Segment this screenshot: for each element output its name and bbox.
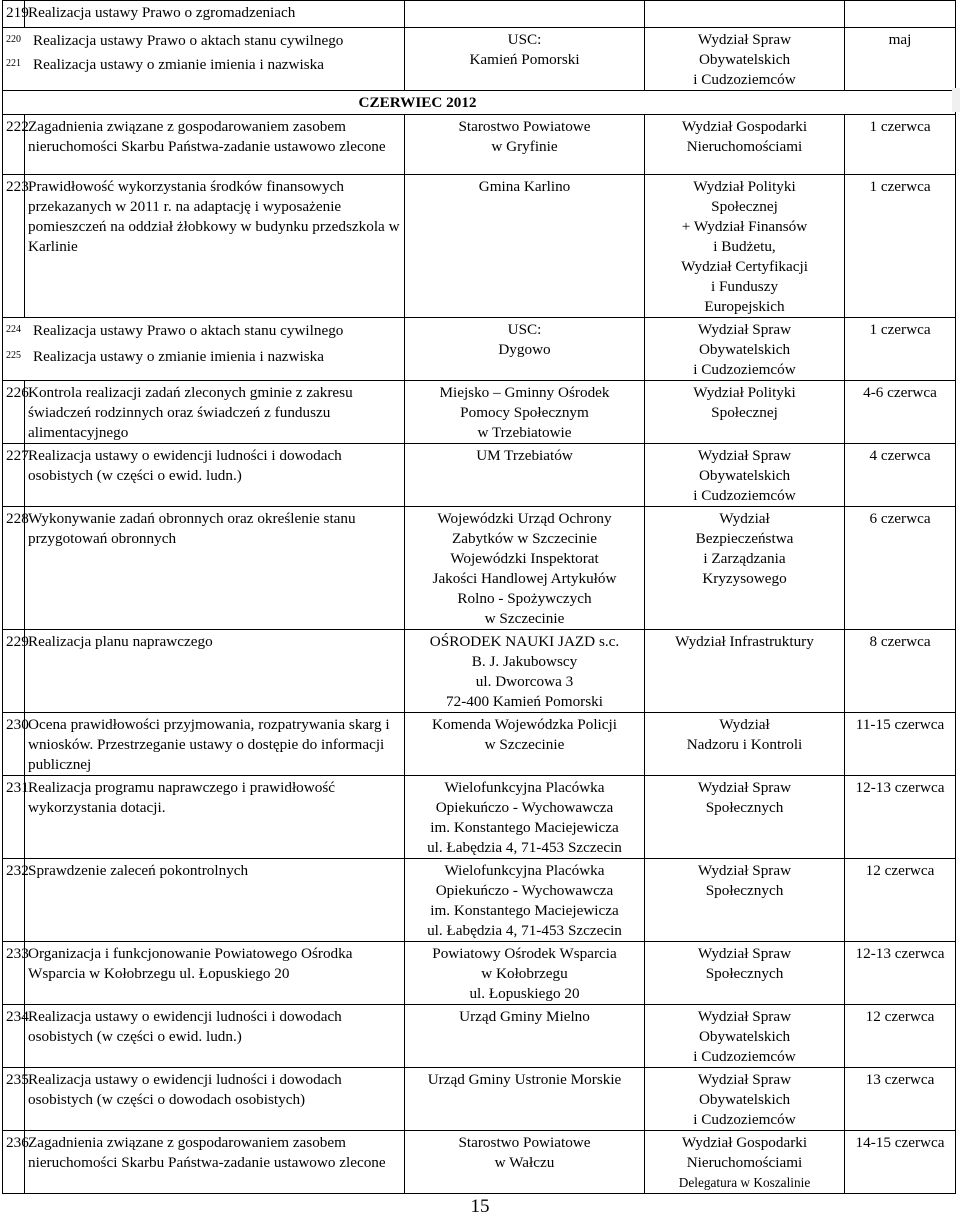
row-topic: Realizacja ustawy o zmianie imienia i nazwiska [33, 348, 324, 365]
row-organization: Urząd Gminy Ustronie Morskie [405, 1068, 645, 1131]
table-row [3, 859, 956, 942]
row-topic: Ocena prawidłowości przyjmowania, rozpatrywania skarg i wniosków. Przestrzeganie ustawy o dostępie do informacji publicznej [25, 713, 405, 776]
row-department: Wydział Gospodarki Nieruchomościami [681, 1134, 808, 1171]
row-number: 227 [3, 444, 25, 507]
row-topic: Kontrola realizacji zadań zleconych gminie z zakresu świadczeń rodzinnych oraz świadczeń z funduszu alimentacyjnego [25, 381, 405, 444]
table-row [3, 115, 956, 175]
row-department: Wydział Spraw Społecznych [645, 942, 845, 1005]
row-number: 235 [3, 1068, 25, 1131]
row-department: Wydział Spraw Obywatelskich i Cudzoziemców [645, 28, 845, 91]
table-row [3, 630, 956, 713]
row-number: 226 [3, 381, 25, 444]
row-department-branch: Delegatura w Koszalinie [678, 1175, 811, 1190]
row-organization: OŚRODEK NAUKI JAZD s.c. B. J. Jakubowscy ul. Dworcowa 3 72-400 Kamień Pomorski [405, 630, 645, 713]
row-date: 4 czerwca [845, 444, 956, 507]
table-row [3, 318, 956, 381]
month-header-row [3, 91, 956, 115]
row-organization: Wojewódzki Urząd Ochrony Zabytków w Szczecinie Wojewódzki Inspektorat Jakości Handlowej Artykułów Rolno - Spożywczych w Szczecinie [405, 507, 645, 630]
row-department: Wydział Spraw Obywatelskich i Cudzoziemców [645, 318, 845, 381]
row-organization: Miejsko – Gminny Ośrodek Pomocy Społecznym w Trzebiatowie [405, 381, 645, 444]
row-date: 12 czerwca [845, 859, 956, 942]
row-topic: Prawidłowość wykorzystania środków finansowych przekazanych w 2011 r. na adaptację i wyposażenie pomieszczeń na oddział żłobkowy w budynku przedszkola w Karlinie [25, 175, 405, 318]
row-department: Wydział Nadzoru i Kontroli [645, 713, 845, 776]
table-row [3, 942, 956, 1005]
row-number: 229 [3, 630, 25, 713]
row-date: 1 czerwca [845, 175, 956, 318]
row-department: Wydział Spraw Obywatelskich i Cudzoziemców [645, 444, 845, 507]
row-topic: Organizacja i funkcjonowanie Powiatowego Ośrodka Wsparcia w Kołobrzegu ul. Łopuskiego 20 [25, 942, 405, 1005]
row-topic: Realizacja ustawy Prawo o aktach stanu cywilnego [33, 322, 344, 339]
row-number: 236 [3, 1131, 25, 1194]
table-row [3, 1131, 956, 1194]
row-department: Wydział Infrastruktury [645, 630, 845, 713]
table-row [3, 1, 956, 28]
row-number: 232 [3, 859, 25, 942]
row-number: 224 [6, 324, 21, 335]
row-date: 6 czerwca [845, 507, 956, 630]
table-row [3, 175, 956, 318]
row-organization: Komenda Wojewódzka Policji w Szczecinie [405, 713, 645, 776]
row-organization: Wielofunkcyjna Placówka Opiekuńczo - Wychowawcza im. Konstantego Maciejewicza ul. Łabędzia 4, 71-453 Szczecin [405, 859, 645, 942]
row-number: 233 [3, 942, 25, 1005]
table-row [3, 28, 956, 91]
row-organization: UM Trzebiatów [405, 444, 645, 507]
row-topic: Realizacja ustawy o ewidencji ludności i dowodach osobistych (w części o ewid. ludn.) [25, 444, 405, 507]
row-organization: Urząd Gminy Mielno [405, 1005, 645, 1068]
row-number: 220 [6, 34, 21, 45]
row-date: 1 czerwca [845, 318, 956, 381]
row-organization: Wielofunkcyjna Placówka Opiekuńczo - Wychowawcza im. Konstantego Maciejewicza ul. Łabędzia 4, 71-453 Szczecin [405, 776, 645, 859]
row-organization: Powiatowy Ośrodek Wsparcia w Kołobrzegu ul. Łopuskiego 20 [405, 942, 645, 1005]
row-topic: Realizacja ustawy Prawo o zgromadzeniach [25, 1, 405, 28]
row-topic: Realizacja planu naprawczego [25, 630, 405, 713]
table-row [3, 1005, 956, 1068]
row-topic: Sprawdzenie zaleceń pokontrolnych [25, 859, 405, 942]
row-number: 234 [3, 1005, 25, 1068]
row-number: 222 [3, 115, 25, 175]
table-row [3, 713, 956, 776]
row-department: Wydział Spraw Społecznych [645, 776, 845, 859]
row-department: Wydział Gospodarki Nieruchomościami [645, 115, 845, 175]
row-number: 231 [3, 776, 25, 859]
row-department: Wydział Spraw Obywatelskich i Cudzoziemców [645, 1068, 845, 1131]
row-topic: Zagadnienia związane z gospodarowaniem zasobem nieruchomości Skarbu Państwa-zadanie ustawowo zlecone [25, 115, 405, 175]
page-number: 15 [470, 1196, 490, 1217]
row-date: 8 czerwca [845, 630, 956, 713]
row-organization: Gmina Karlino [405, 175, 645, 318]
row-number: 225 [6, 350, 21, 361]
row-department: Wydział Spraw Obywatelskich i Cudzoziemców [645, 1005, 845, 1068]
row-topic: Realizacja ustawy o ewidencji ludności i dowodach osobistych (w części o ewid. ludn.) [25, 1005, 405, 1068]
row-date: 14-15 czerwca [845, 1131, 956, 1194]
row-organization: USC: Kamień Pomorski [405, 28, 645, 91]
inspection-schedule-table [2, 0, 956, 1194]
row-department: Wydział Bezpieczeństwa i Zarządzania Kryzysowego [645, 507, 845, 630]
row-department: Wydział Polityki Społecznej [645, 381, 845, 444]
table-row [3, 507, 956, 630]
row-date: 11-15 czerwca [845, 713, 956, 776]
row-topic: Realizacja programu naprawczego i prawidłowość wykorzystania dotacji. [25, 776, 405, 859]
row-organization: USC: Dygowo [405, 318, 645, 381]
row-department: Wydział Polityki Społecznej + Wydział Finansów i Budżetu, Wydział Certyfikacji i Funduszy Europejskich [645, 175, 845, 318]
row-date: 12 czerwca [845, 1005, 956, 1068]
edge-strip [952, 88, 960, 112]
table-row [3, 1068, 956, 1131]
row-date: 4-6 czerwca [845, 381, 956, 444]
row-organization: Starostwo Powiatowe w Wałczu [405, 1131, 645, 1194]
row-organization: Starostwo Powiatowe w Gryfinie [405, 115, 645, 175]
row-date: 12-13 czerwca [845, 942, 956, 1005]
row-number: 219 [3, 1, 25, 28]
table-row [3, 776, 956, 859]
row-topic: Wykonywanie zadań obronnych oraz określenie stanu przygotowań obronnych [25, 507, 405, 630]
row-number: 223 [3, 175, 25, 318]
row-number: 221 [6, 58, 21, 69]
row-number: 230 [3, 713, 25, 776]
row-topic: Realizacja ustawy Prawo o aktach stanu cywilnego [33, 32, 344, 49]
table-row [3, 444, 956, 507]
row-topic: Realizacja ustawy o zmianie imienia i nazwiska [33, 56, 324, 73]
row-number: 228 [3, 507, 25, 630]
month-header: CZERWIEC 2012 [358, 94, 477, 111]
row-date: 13 czerwca [845, 1068, 956, 1131]
row-department: Wydział Spraw Społecznych [645, 859, 845, 942]
row-date: 1 czerwca [845, 115, 956, 175]
row-topic: Zagadnienia związane z gospodarowaniem zasobem nieruchomości Skarbu Państwa-zadanie ustawowo zlecone [25, 1131, 405, 1194]
row-topic: Realizacja ustawy o ewidencji ludności i dowodach osobistych (w części o dowodach osobistych) [25, 1068, 405, 1131]
row-date: 12-13 czerwca [845, 776, 956, 859]
table-row [3, 381, 956, 444]
row-date: maj [845, 28, 956, 91]
